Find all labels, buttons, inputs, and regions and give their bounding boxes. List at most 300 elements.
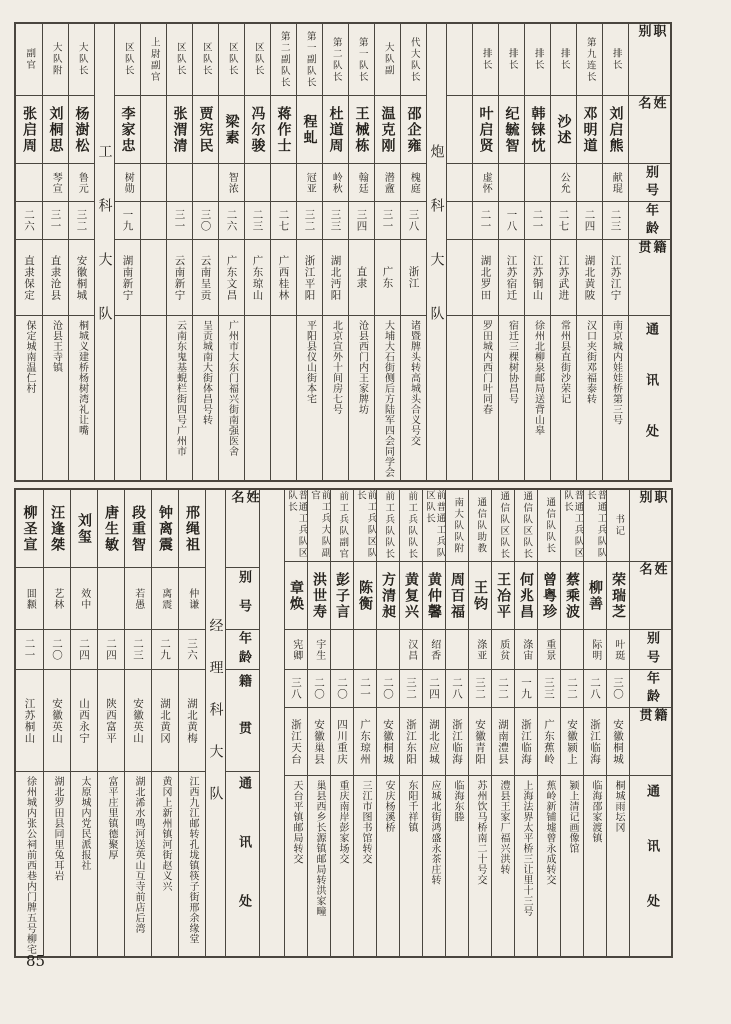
- job-title-cell: [377, 490, 399, 562]
- address-text: 富平庄里镇德聚厚: [106, 776, 117, 860]
- name-cell: [323, 96, 348, 164]
- age-cell: [349, 202, 374, 240]
- register-entry-column: [166, 24, 192, 480]
- native-place-cell: [551, 240, 576, 316]
- age-cell: [167, 202, 192, 240]
- alias-cell: [179, 568, 205, 630]
- origin-text: 广东蕉岭: [543, 718, 556, 765]
- address-cell: [43, 316, 68, 480]
- origin-text: 江苏桐山: [23, 697, 36, 744]
- name-cell: [16, 490, 43, 568]
- origin-text: 江苏铜山: [531, 254, 544, 301]
- job-title-cell: [219, 24, 244, 96]
- age-text: 二四: [78, 638, 91, 661]
- job-title-cell: [577, 24, 602, 96]
- address-cell: [71, 772, 97, 956]
- native-place-cell: [71, 670, 97, 772]
- job-title-cell: [561, 490, 583, 562]
- register-entry-column: [399, 490, 422, 956]
- address-text: 平阳县仪山街本宅: [304, 320, 316, 404]
- age-cell: [473, 202, 498, 240]
- register-entry-column: [16, 490, 43, 956]
- name-text: 唐生敏: [103, 504, 120, 553]
- native-place-cell: [16, 670, 43, 772]
- age-cell: [446, 670, 468, 708]
- register-entry-column: [42, 24, 68, 480]
- register-entry-column: [97, 490, 124, 956]
- register-entry-column: [468, 490, 491, 956]
- origin-text: 安徽颍上: [566, 718, 579, 765]
- name-cell: [69, 96, 94, 164]
- address-text: 应城北街鸿盛永茶庄转: [429, 780, 440, 885]
- name-text: 荣瑞芝: [610, 571, 627, 620]
- name-cell: [44, 490, 70, 568]
- name-text: 何兆昌: [518, 571, 535, 620]
- hao-text: 献琨: [610, 171, 622, 194]
- column-header-cell: [630, 562, 671, 630]
- title-text: 南大队队附: [452, 496, 464, 555]
- address-text: 颍上清记画像馆: [567, 780, 578, 854]
- register-entry-column: [537, 490, 560, 956]
- register-entry-column: [70, 490, 97, 956]
- native-place-cell: [400, 708, 422, 776]
- native-place-cell: [423, 708, 445, 776]
- address-cell: [447, 316, 472, 480]
- name-cell: [551, 96, 576, 164]
- address-text: 汉口夹街邓福泰转: [584, 320, 596, 404]
- hao-text: 树勋: [122, 171, 134, 194]
- alias-cell: [401, 164, 426, 202]
- age-text: 二八: [589, 677, 602, 700]
- column-header-cell: [629, 316, 670, 480]
- title-text: 前工兵队队长: [406, 491, 418, 560]
- address-text: 保定城南温仁村: [24, 320, 35, 394]
- alias-cell: [245, 164, 270, 202]
- alias-cell: [16, 164, 42, 202]
- title-text: 代大队长: [408, 36, 420, 83]
- name-cell: [331, 562, 353, 630]
- section-title: 工科大队: [96, 144, 113, 360]
- column-header-cell: [629, 96, 670, 164]
- native-place-cell: [16, 240, 42, 316]
- name-text: 纪毓智: [503, 105, 520, 154]
- age-text: 二二: [497, 677, 510, 700]
- native-place-cell: [538, 708, 560, 776]
- section-title-cell: [206, 490, 225, 956]
- name-cell: [219, 96, 244, 164]
- name-text: 汪逢桀: [49, 504, 66, 553]
- job-title-cell: [423, 490, 445, 562]
- name-cell: [98, 490, 124, 568]
- age-cell: [375, 202, 400, 240]
- title-text: 区队长: [200, 42, 212, 77]
- column-header-label: 年龄: [642, 202, 658, 239]
- column-header-label: 姓名: [635, 96, 666, 131]
- register-entry-column: [491, 490, 514, 956]
- name-cell: [584, 562, 606, 630]
- name-text: 张渭清: [171, 105, 188, 154]
- alias-cell: [577, 164, 602, 202]
- address-text: 东阳千祥镇: [406, 780, 417, 833]
- address-cell: [115, 316, 140, 480]
- job-title-cell: [515, 490, 537, 562]
- origin-text: 浙江东阳: [405, 718, 418, 765]
- age-cell: [561, 670, 583, 708]
- native-place-cell: [603, 240, 628, 316]
- address-text: 呈贡城南大街体昌号转: [200, 320, 212, 425]
- native-place-cell: [584, 708, 606, 776]
- title-text: 前工兵大队副官: [309, 490, 330, 559]
- alias-cell: [377, 630, 399, 670]
- column-header-cell: [226, 568, 259, 630]
- address-cell: [423, 776, 445, 956]
- age-cell: [469, 670, 491, 708]
- hao-text: 翰廷: [356, 171, 368, 194]
- section-title-cell: [95, 24, 114, 480]
- column-header-cell: [226, 630, 259, 670]
- hao-text: 鲁元: [76, 171, 88, 194]
- register-entry-column: [576, 24, 602, 480]
- origin-text: 云南新宁: [173, 254, 186, 301]
- origin-text: 安徽英山: [132, 697, 145, 744]
- native-place-cell: [125, 670, 151, 772]
- job-title-cell: [492, 490, 514, 562]
- age-text: 三二: [474, 677, 487, 700]
- name-cell: [492, 562, 514, 630]
- native-place-cell: [323, 240, 348, 316]
- age-text: 二七: [557, 209, 570, 232]
- age-text: 二三: [251, 209, 264, 232]
- hao-text: 琴宣: [50, 171, 62, 194]
- address-text: 北京宣外十间房七号: [330, 320, 342, 415]
- hao-text: 质贫: [497, 638, 509, 661]
- origin-text: 湖北黄梅: [186, 697, 199, 744]
- native-place-cell: [179, 670, 205, 772]
- column-header-label: 籍贯: [235, 673, 251, 768]
- age-text: 三〇: [612, 677, 625, 700]
- age-text: 二一: [359, 677, 372, 700]
- register-entry-column: [348, 24, 374, 480]
- origin-text: 湖南新宁: [121, 254, 134, 301]
- header-column: [628, 24, 670, 480]
- title-text: 第一副队长: [304, 30, 316, 89]
- native-place-cell: [141, 240, 166, 316]
- address-text: 三江市图书馆转交: [360, 780, 371, 864]
- job-title-cell: [331, 490, 353, 562]
- job-title-cell: [375, 24, 400, 96]
- hao-text: 叶珽: [612, 638, 624, 661]
- origin-text: 安徽巢县: [313, 718, 326, 765]
- age-cell: [401, 202, 426, 240]
- address-cell: [285, 776, 307, 956]
- hao-text: 岭秋: [330, 171, 342, 194]
- address-text: 重庆南岸彭家场交: [337, 780, 348, 864]
- native-place-cell: [447, 240, 472, 316]
- alias-cell: [297, 164, 322, 202]
- name-cell: [473, 96, 498, 164]
- address-cell: [179, 772, 205, 956]
- age-text: 二六: [225, 209, 238, 232]
- column-header-label: 籍贯: [636, 708, 667, 743]
- job-title-cell: [551, 24, 576, 96]
- section-title: 炮科大队: [428, 144, 445, 360]
- age-text: 一九: [520, 677, 533, 700]
- name-cell: [141, 96, 166, 164]
- job-title-cell: [167, 24, 192, 96]
- top-register-table: [14, 22, 672, 482]
- alias-cell: [125, 568, 151, 630]
- name-text: 邓明道: [581, 105, 598, 154]
- name-text: 王钧: [472, 579, 489, 612]
- hao-text: 宇生: [313, 638, 325, 661]
- alias-cell: [285, 630, 307, 670]
- job-title-cell: [141, 24, 166, 96]
- column-header-label: 姓名: [228, 490, 259, 529]
- job-title-cell: [193, 24, 218, 96]
- age-text: 三六: [186, 638, 199, 661]
- column-header-label: 通讯处: [643, 783, 659, 949]
- register-entry-column: [218, 24, 244, 480]
- bottom-register-block: [14, 488, 673, 958]
- native-place-cell: [469, 708, 491, 776]
- name-text: 叶启贤: [477, 105, 494, 154]
- title-text: 第二副队长: [278, 30, 290, 89]
- address-text: 蕉岭新铺墟曾永成转交: [544, 780, 555, 885]
- hao-text: 涤亚: [474, 638, 486, 661]
- alias-cell: [538, 630, 560, 670]
- age-text: 二四: [583, 209, 596, 232]
- age-cell: [577, 202, 602, 240]
- title-text: 通信队区队长: [521, 491, 533, 560]
- age-text: 二〇: [51, 638, 64, 661]
- name-cell: [71, 490, 97, 568]
- alias-cell: [492, 630, 514, 670]
- origin-text: 湖北沔阳: [329, 254, 342, 301]
- address-cell: [577, 316, 602, 480]
- hao-text: 仲谦: [186, 587, 198, 610]
- address-cell: [193, 316, 218, 480]
- alias-cell: [473, 164, 498, 202]
- address-text: 安庆杨溪桥: [383, 780, 394, 833]
- origin-text: 浙江临海: [589, 718, 602, 765]
- alias-cell: [561, 630, 583, 670]
- age-cell: [423, 670, 445, 708]
- column-header-cell: [630, 630, 671, 670]
- alias-cell: [98, 568, 124, 630]
- origin-text: 浙江平阳: [303, 254, 316, 301]
- register-entry-column: [353, 490, 376, 956]
- address-cell: [141, 316, 166, 480]
- age-cell: [525, 202, 550, 240]
- age-cell: [499, 202, 524, 240]
- job-title-cell: [43, 24, 68, 96]
- spacer-cell: [260, 490, 284, 956]
- address-text: 南京城内娃娃桥第三号: [610, 320, 622, 425]
- alias-cell: [167, 164, 192, 202]
- origin-text: 山西永宁: [78, 697, 91, 744]
- native-place-cell: [499, 240, 524, 316]
- address-cell: [297, 316, 322, 480]
- native-place-cell: [297, 240, 322, 316]
- native-place-cell: [492, 708, 514, 776]
- job-title-cell: [349, 24, 374, 96]
- hao-text: 绍香: [428, 638, 440, 661]
- origin-text: 直隶保定: [23, 254, 36, 301]
- bottom-right-subtable: [259, 490, 671, 956]
- address-cell: [69, 316, 94, 480]
- title-text: 排长: [506, 48, 518, 71]
- name-cell: [400, 562, 422, 630]
- address-text: 大埔大石街侧后方陆军四会同学会: [382, 320, 394, 478]
- native-place-cell: [308, 708, 330, 776]
- name-cell: [447, 96, 472, 164]
- name-text: 段重智: [130, 504, 147, 553]
- age-text: 二三: [132, 638, 145, 661]
- job-title-cell: [525, 24, 550, 96]
- header-column: [225, 490, 259, 956]
- age-text: 三〇: [199, 209, 212, 232]
- register-entry-column: [498, 24, 524, 480]
- column-header-cell: [226, 772, 259, 956]
- title-text: 大队副: [382, 42, 394, 77]
- age-text: 三二: [75, 209, 88, 232]
- address-text: 上海法界太平桥三让里十三号: [521, 780, 532, 917]
- address-cell: [584, 776, 606, 956]
- register-entry-column: [270, 24, 296, 480]
- native-place-cell: [515, 708, 537, 776]
- address-text: 临海东塍: [452, 780, 463, 822]
- age-cell: [297, 202, 322, 240]
- address-cell: [16, 772, 43, 956]
- hao-text: 宪卿: [290, 638, 302, 661]
- address-cell: [561, 776, 583, 956]
- address-cell: [401, 316, 426, 480]
- origin-text: 安徽青阳: [474, 718, 487, 765]
- hao-text: 艺林: [51, 587, 63, 610]
- origin-text: 浙江: [407, 266, 420, 289]
- address-cell: [607, 776, 629, 956]
- name-cell: [16, 96, 42, 164]
- section-divider-column: [94, 24, 114, 480]
- native-place-cell: [219, 240, 244, 316]
- native-place-cell: [377, 708, 399, 776]
- title-text: 通信队助教: [475, 496, 487, 555]
- name-cell: [499, 96, 524, 164]
- age-cell: [331, 670, 353, 708]
- title-text: 前普通工兵队区队长: [424, 490, 445, 559]
- age-cell: [44, 630, 70, 670]
- alias-cell: [69, 164, 94, 202]
- age-cell: [16, 630, 43, 670]
- hao-text: 离震: [159, 587, 171, 610]
- address-cell: [354, 776, 376, 956]
- name-cell: [515, 562, 537, 630]
- register-entry-column: [330, 490, 353, 956]
- native-place-cell: [167, 240, 192, 316]
- title-text: 区队长: [174, 42, 186, 77]
- origin-text: 湖南澧县: [497, 718, 510, 765]
- title-text: 排长: [532, 48, 544, 71]
- origin-text: 安徽桐城: [612, 718, 625, 765]
- register-entry-column: [140, 24, 166, 480]
- column-header-label: 通讯处: [235, 775, 251, 953]
- hao-text: 智浓: [226, 171, 238, 194]
- address-text: 江西九江邮转孔垅镇筷子街邢余缘堂: [187, 776, 198, 944]
- age-cell: [323, 202, 348, 240]
- age-cell: [492, 670, 514, 708]
- column-header-cell: [226, 490, 259, 568]
- origin-text: 安徽桐城: [382, 718, 395, 765]
- job-title-cell: [69, 24, 94, 96]
- age-text: 二〇: [382, 677, 395, 700]
- address-text: 黄冈上新州镇河街赵义兴: [160, 776, 171, 892]
- origin-text: 湖北黄冈: [159, 697, 172, 744]
- alias-cell: [603, 164, 628, 202]
- alias-cell: [331, 630, 353, 670]
- address-cell: [551, 316, 576, 480]
- age-text: 二四: [428, 677, 441, 700]
- name-text: 梁素: [223, 113, 240, 146]
- address-cell: [377, 776, 399, 956]
- address-text: 澧县王家厂福兴洪转: [498, 780, 509, 875]
- address-cell: [219, 316, 244, 480]
- title-text: 区队长: [122, 42, 134, 77]
- alias-cell: [44, 568, 70, 630]
- job-title-cell: [473, 24, 498, 96]
- name-text: 邢绳祖: [184, 504, 201, 553]
- address-cell: [245, 316, 270, 480]
- age-cell: [125, 630, 151, 670]
- address-cell: [603, 316, 628, 480]
- origin-text: 广西桂林: [277, 254, 290, 301]
- name-text: 洪世寿: [311, 571, 328, 620]
- age-cell: [16, 202, 42, 240]
- name-cell: [125, 490, 151, 568]
- address-cell: [152, 772, 178, 956]
- alias-cell: [584, 630, 606, 670]
- native-place-cell: [43, 240, 68, 316]
- column-header-cell: [630, 670, 671, 708]
- name-text: 王冶平: [495, 571, 512, 620]
- native-place-cell: [115, 240, 140, 316]
- name-cell: [446, 562, 468, 630]
- age-cell: [98, 630, 124, 670]
- address-text: 广州市大东门福兴街南强医舍: [226, 320, 238, 457]
- spacer-column: [259, 490, 284, 956]
- title-text: 排长: [480, 48, 492, 71]
- column-header-label: 职别: [635, 24, 666, 61]
- age-text: 三二: [303, 209, 316, 232]
- name-cell: [179, 490, 205, 568]
- name-cell: [607, 562, 629, 630]
- hao-text: 囬颣: [24, 587, 36, 610]
- name-text: 彭子言: [334, 571, 351, 620]
- title-text: 通信队队长: [544, 496, 556, 555]
- origin-text: 湖北应城: [428, 718, 441, 765]
- name-text: 黄仲馨: [426, 571, 443, 620]
- title-text: 大队附: [50, 42, 62, 77]
- origin-text: 浙江临海: [451, 718, 464, 765]
- address-text: 苏州饮马桥南二十号交: [475, 780, 486, 885]
- name-text: 贾宪民: [197, 105, 214, 154]
- age-text: 二六: [23, 209, 36, 232]
- address-text: 湖北浠水鸣河送英山互寺前店后湾: [133, 776, 144, 934]
- alias-cell: [469, 630, 491, 670]
- address-cell: [515, 776, 537, 956]
- address-text: 桐城义建桥杨树湾礼让嘴: [76, 320, 88, 436]
- register-entry-column: [376, 490, 399, 956]
- column-header-cell: [629, 164, 670, 202]
